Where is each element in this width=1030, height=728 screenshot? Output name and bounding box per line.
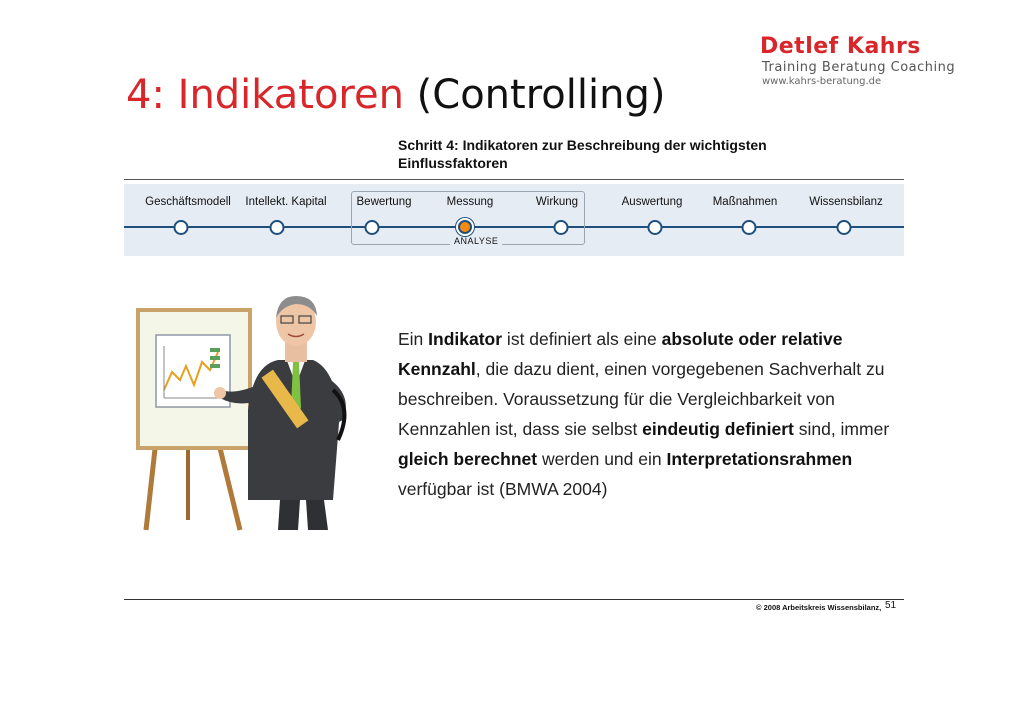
analyse-group-label: ANALYSE: [450, 236, 502, 246]
stage-node-geschaeftsmodell: [174, 220, 189, 235]
stage-label-auswertung: Auswertung: [621, 196, 683, 208]
slide-title: [126, 72, 665, 118]
term-kennzahl: absolute oder relative Kennzahl: [398, 329, 843, 379]
step-heading-line2: Einflussfaktoren: [398, 155, 508, 171]
stage-node-intellekt-kapital: [270, 220, 285, 235]
stage-label-bewertung: Bewertung: [356, 196, 412, 208]
step-heading-line1: Schritt 4: Indikatoren zur Beschreibung der wichtigsten: [398, 137, 767, 153]
stage-label-wissensbilanz: Wissensbilanz: [809, 196, 883, 208]
term-indikator: Indikator: [428, 329, 503, 349]
presenter-illustration: [128, 290, 378, 535]
stage-node-bewertung: [365, 220, 380, 235]
term-interpretationsrahmen: Interpretationsrahmen: [666, 449, 853, 469]
stage-node-wissensbilanz: [837, 220, 852, 235]
slide-title-main: 4: Indikatoren: [126, 72, 404, 118]
logo-tagline: Training Beratung Coaching: [762, 60, 956, 75]
stage-node-wirkung: [554, 220, 569, 235]
text-segment: werden und ein: [537, 449, 667, 469]
step-heading: [398, 136, 858, 172]
logo-name: Detlef Kahrs: [760, 34, 921, 59]
definition-paragraph: [398, 324, 903, 504]
text-segment: sind, immer: [793, 419, 890, 439]
term-eindeutig-definiert: eindeutig definiert: [642, 419, 794, 439]
stage-node-massnahmen: [742, 220, 757, 235]
text-segment: Ein: [398, 329, 429, 349]
text-segment: ist definiert als eine: [502, 329, 662, 349]
slide-title-sub: (Controlling): [416, 72, 666, 118]
stage-label-massnahmen: Maßnahmen: [712, 196, 778, 208]
divider-bottom: [124, 599, 904, 600]
term-gleich-berechnet: gleich berechnet: [398, 449, 538, 469]
stage-node-auswertung: [648, 220, 663, 235]
stage-node-messung-active: [458, 220, 472, 234]
stage-label-intellekt-kapital: Intellekt. Kapital: [245, 196, 327, 208]
text-segment: verfügbar ist (BMWA 2004): [398, 479, 608, 499]
stage-label-wirkung: Wirkung: [535, 196, 579, 208]
logo-url: www.kahrs-beratung.de: [762, 76, 882, 87]
divider-top: [124, 179, 904, 180]
page-number: 51: [885, 600, 897, 611]
stage-label-messung: Messung: [446, 196, 494, 208]
footer-copyright: © 2008 Arbeitskreis Wissensbilanz,: [756, 603, 882, 612]
stage-label-geschaeftsmodell: Geschäftsmodell: [145, 196, 231, 208]
text-segment: , die dazu dient, einen vorgegebenen Sachverhalt zu beschreiben. Voraussetzung für die Vergleichbarkeit von Kennzahlen ist, dass sie selbst: [398, 359, 885, 439]
